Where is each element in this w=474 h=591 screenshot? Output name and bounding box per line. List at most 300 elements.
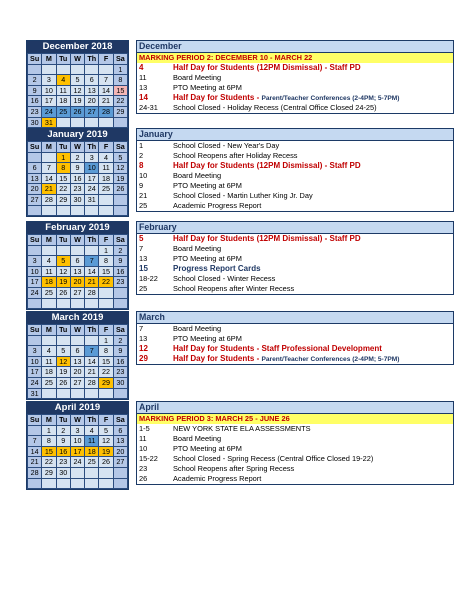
- day-cell: [113, 117, 127, 128]
- event-description: PTO Meeting at 6PM: [173, 181, 242, 190]
- weekday-label: Su: [28, 325, 42, 336]
- day-cell: [28, 245, 42, 256]
- day-cell: 6: [85, 75, 99, 86]
- weekday-header-row: [28, 325, 128, 336]
- event-row: [137, 254, 453, 264]
- day-cell: 13: [113, 436, 127, 447]
- event-description: Academic Progress Report: [173, 474, 262, 483]
- event-description: Half Day for Students (12PM Dismissal) - Staff PD: [173, 234, 361, 243]
- day-cell: 9: [28, 85, 42, 96]
- day-cell: [85, 117, 99, 128]
- week-row: [28, 436, 128, 447]
- day-cell: 22: [99, 367, 113, 378]
- week-row: [28, 467, 128, 478]
- week-row: [28, 194, 128, 205]
- weekday-label: Th: [85, 142, 99, 153]
- day-cell: [56, 388, 70, 399]
- mini-calendar-title: March 2019: [27, 312, 128, 324]
- event-row: [137, 171, 453, 181]
- day-cell: 6: [70, 346, 84, 357]
- weekday-label: Th: [85, 325, 99, 336]
- week-row: [28, 457, 128, 468]
- weekday-label: Th: [85, 235, 99, 246]
- event-date: 1-5: [139, 424, 150, 433]
- event-text: [173, 151, 297, 161]
- event-description: Half Day for Students -: [173, 93, 262, 102]
- day-cell: [56, 245, 70, 256]
- day-cell: 8: [113, 75, 127, 86]
- event-row: [137, 53, 453, 63]
- event-text: [139, 53, 312, 63]
- event-date: 15-22: [139, 454, 158, 463]
- day-cell: 2: [113, 245, 127, 256]
- event-text: [173, 344, 382, 354]
- weekday-label: Tu: [56, 54, 70, 65]
- event-row: [137, 464, 453, 474]
- day-cell: [28, 205, 42, 216]
- events-month-heading: March: [137, 312, 453, 324]
- event-date: 24-31: [139, 103, 158, 112]
- event-date: 7: [139, 324, 144, 333]
- day-cell: 5: [99, 425, 113, 436]
- day-cell: 22: [56, 184, 70, 195]
- day-cell: [70, 64, 84, 75]
- week-row: [28, 298, 128, 309]
- day-cell: 17: [70, 446, 84, 457]
- event-text: [173, 244, 221, 254]
- day-cell: 25: [99, 184, 113, 195]
- day-cell: [113, 467, 127, 478]
- day-cell: 29: [99, 377, 113, 388]
- event-row: [137, 234, 453, 244]
- day-cell: 11: [42, 266, 56, 277]
- event-description: MARKING PERIOD 3: MARCH 25 - JUNE 26: [139, 414, 290, 423]
- day-cell: [28, 298, 42, 309]
- weekday-label: Su: [28, 415, 42, 426]
- day-cell: 12: [99, 436, 113, 447]
- event-description: Progress Report Cards: [173, 264, 261, 273]
- weekday-header-row: [28, 415, 128, 426]
- weekday-label: M: [42, 325, 56, 336]
- day-cell: 9: [70, 163, 84, 174]
- day-cell: [99, 64, 113, 75]
- day-cell: 21: [85, 367, 99, 378]
- week-row: [28, 85, 128, 96]
- day-cell: 11: [42, 356, 56, 367]
- mini-calendar: [26, 311, 129, 400]
- day-cell: 27: [28, 194, 42, 205]
- event-text: [173, 424, 311, 434]
- day-cell: [113, 388, 127, 399]
- day-cell: 6: [113, 425, 127, 436]
- day-cell: 27: [113, 457, 127, 468]
- event-date: 26: [139, 474, 148, 483]
- weekday-label: Sa: [113, 415, 127, 426]
- day-cell: [99, 388, 113, 399]
- day-cell: 2: [113, 335, 127, 346]
- event-date: 11: [139, 73, 147, 82]
- event-date: 23: [139, 464, 148, 473]
- event-description: Board Meeting: [173, 171, 222, 180]
- week-row: [28, 184, 128, 195]
- week-row: [28, 287, 128, 298]
- event-description: School Closed - Winter Recess: [173, 274, 276, 283]
- event-row: [137, 414, 453, 424]
- event-row: [137, 434, 453, 444]
- day-cell: [56, 117, 70, 128]
- weekday-label: F: [99, 235, 113, 246]
- event-description: Board Meeting: [173, 244, 222, 253]
- day-cell: 19: [113, 173, 127, 184]
- day-cell: 28: [42, 194, 56, 205]
- day-cell: [70, 335, 84, 346]
- day-cell: 23: [28, 106, 42, 117]
- week-row: [28, 388, 128, 399]
- day-cell: 20: [28, 184, 42, 195]
- event-date: 10: [139, 171, 148, 180]
- mini-calendar: [26, 221, 129, 310]
- calendar-grid: [27, 141, 128, 216]
- day-cell: [42, 335, 56, 346]
- event-row: [137, 201, 453, 211]
- event-row: [137, 103, 453, 113]
- day-cell: 3: [42, 75, 56, 86]
- day-cell: [42, 205, 56, 216]
- day-cell: 9: [113, 346, 127, 357]
- day-cell: [85, 245, 99, 256]
- day-cell: 8: [56, 163, 70, 174]
- mini-calendar-title: December 2018: [27, 41, 128, 53]
- event-date: 2: [139, 151, 144, 160]
- day-cell: 10: [28, 356, 42, 367]
- event-text: [173, 284, 294, 294]
- day-cell: 11: [99, 163, 113, 174]
- day-cell: 20: [113, 446, 127, 457]
- day-cell: [113, 205, 127, 216]
- day-cell: 4: [85, 425, 99, 436]
- mini-calendar: [26, 401, 129, 490]
- event-date: 11: [139, 434, 147, 443]
- event-row: [137, 284, 453, 294]
- event-row: [137, 424, 453, 434]
- week-row: [28, 266, 128, 277]
- day-cell: 20: [70, 367, 84, 378]
- events-month-heading: December: [137, 41, 453, 53]
- weekday-header-row: [28, 142, 128, 153]
- week-row: [28, 117, 128, 128]
- event-row: [137, 83, 453, 93]
- week-row: [28, 425, 128, 436]
- event-text: [173, 191, 313, 201]
- day-cell: 28: [85, 287, 99, 298]
- event-description: Half Day for Students (12PM Dismissal) - Staff PD: [173, 161, 361, 170]
- event-row: [137, 141, 453, 151]
- day-cell: 12: [56, 266, 70, 277]
- day-cell: [70, 117, 84, 128]
- day-cell: 9: [56, 436, 70, 447]
- day-cell: 14: [42, 173, 56, 184]
- mini-calendar-title: February 2019: [27, 222, 128, 234]
- day-cell: [85, 64, 99, 75]
- event-date: 25: [139, 284, 148, 293]
- event-text: [173, 234, 361, 244]
- event-text: [173, 464, 294, 474]
- mini-calendar-title: January 2019: [27, 129, 128, 141]
- event-date: 1: [139, 141, 144, 150]
- day-cell: 17: [28, 277, 42, 288]
- day-cell: [42, 388, 56, 399]
- event-date: 13: [139, 254, 148, 263]
- event-date: 7: [139, 244, 144, 253]
- day-cell: 19: [70, 96, 84, 107]
- day-cell: 15: [113, 85, 127, 96]
- day-cell: [42, 298, 56, 309]
- day-cell: [99, 205, 113, 216]
- day-cell: [85, 335, 99, 346]
- day-cell: 28: [99, 106, 113, 117]
- day-cell: 30: [113, 377, 127, 388]
- event-row: [137, 264, 453, 274]
- day-cell: 2: [28, 75, 42, 86]
- event-description: Board Meeting: [173, 73, 222, 82]
- day-cell: [85, 205, 99, 216]
- event-description: School Closed - Holiday Recess (Central Office Closed 24-25): [173, 103, 377, 112]
- week-row: [28, 173, 128, 184]
- event-row: [137, 334, 453, 344]
- event-text: [173, 171, 221, 181]
- event-row: [137, 274, 453, 284]
- day-cell: [42, 245, 56, 256]
- event-row: [137, 181, 453, 191]
- weekday-label: Su: [28, 142, 42, 153]
- weekday-label: W: [70, 142, 84, 153]
- day-cell: 4: [99, 152, 113, 163]
- event-row: [137, 161, 453, 171]
- day-cell: 24: [42, 106, 56, 117]
- event-text: [173, 324, 221, 334]
- day-cell: [56, 335, 70, 346]
- event-text: [173, 274, 275, 284]
- calendar-grid: [27, 324, 128, 399]
- day-cell: 31: [42, 117, 56, 128]
- day-cell: 1: [42, 425, 56, 436]
- event-date: 21: [139, 191, 148, 200]
- day-cell: 22: [42, 457, 56, 468]
- day-cell: 16: [113, 266, 127, 277]
- event-row: [137, 93, 453, 103]
- weekday-label: Sa: [113, 54, 127, 65]
- day-cell: [42, 478, 56, 489]
- event-text: [173, 444, 242, 454]
- event-row: [137, 324, 453, 334]
- weekday-header-row: [28, 54, 128, 65]
- day-cell: 3: [28, 256, 42, 267]
- day-cell: 30: [56, 467, 70, 478]
- event-date: 10: [139, 444, 148, 453]
- event-text: [173, 83, 242, 93]
- day-cell: 15: [99, 266, 113, 277]
- day-cell: [113, 478, 127, 489]
- weekday-label: M: [42, 235, 56, 246]
- event-text: [173, 454, 373, 464]
- week-row: [28, 75, 128, 86]
- day-cell: [42, 152, 56, 163]
- event-text: [139, 414, 290, 424]
- day-cell: 10: [42, 85, 56, 96]
- event-text: [173, 354, 399, 365]
- day-cell: 20: [70, 277, 84, 288]
- day-cell: 5: [70, 75, 84, 86]
- day-cell: 1: [99, 335, 113, 346]
- day-cell: 14: [99, 85, 113, 96]
- day-cell: 5: [56, 346, 70, 357]
- weekday-label: Tu: [56, 415, 70, 426]
- day-cell: [56, 298, 70, 309]
- day-cell: [85, 478, 99, 489]
- event-description: School Reopens after Winter Recess: [173, 284, 295, 293]
- day-cell: 19: [56, 367, 70, 378]
- week-row: [28, 377, 128, 388]
- day-cell: 14: [85, 266, 99, 277]
- events-panel: [136, 128, 454, 212]
- week-row: [28, 256, 128, 267]
- day-cell: 15: [99, 356, 113, 367]
- event-date: 13: [139, 334, 148, 343]
- event-description: Academic Progress Report: [173, 201, 262, 210]
- day-cell: 10: [28, 266, 42, 277]
- day-cell: 14: [28, 446, 42, 457]
- day-cell: 7: [99, 75, 113, 86]
- event-text: [173, 161, 361, 171]
- event-date: 14: [139, 93, 148, 102]
- week-row: [28, 64, 128, 75]
- event-row: [137, 151, 453, 161]
- weekday-label: Su: [28, 54, 42, 65]
- event-row: [137, 244, 453, 254]
- day-cell: 16: [70, 173, 84, 184]
- day-cell: [70, 205, 84, 216]
- event-text: [173, 264, 261, 274]
- event-text: [173, 434, 221, 444]
- calendar-grid: [27, 234, 128, 309]
- weekday-label: Sa: [113, 325, 127, 336]
- week-row: [28, 346, 128, 357]
- event-date: 8: [139, 161, 144, 170]
- day-cell: [99, 117, 113, 128]
- day-cell: 8: [42, 436, 56, 447]
- day-cell: 27: [70, 377, 84, 388]
- event-date: 9: [139, 181, 144, 190]
- day-cell: 21: [99, 96, 113, 107]
- event-description: NEW YORK STATE ELA ASSESSMENTS: [173, 424, 311, 433]
- events-panel: [136, 221, 454, 295]
- weekday-label: F: [99, 325, 113, 336]
- day-cell: 27: [85, 106, 99, 117]
- weekday-label: Su: [28, 235, 42, 246]
- weekday-label: F: [99, 415, 113, 426]
- weekday-label: Tu: [56, 235, 70, 246]
- week-row: [28, 446, 128, 457]
- day-cell: 23: [113, 367, 127, 378]
- day-cell: 23: [113, 277, 127, 288]
- event-detail: Parent/Teacher Conferences (2-4PM; 5-7PM): [261, 95, 400, 102]
- day-cell: [85, 467, 99, 478]
- day-cell: 7: [85, 346, 99, 357]
- calendar-grid: [27, 414, 128, 489]
- day-cell: 24: [85, 184, 99, 195]
- event-description: School Closed - Spring Recess (Central Office Closed 19-22): [173, 454, 374, 463]
- week-row: [28, 245, 128, 256]
- event-row: [137, 63, 453, 73]
- week-row: [28, 106, 128, 117]
- day-cell: [70, 388, 84, 399]
- day-cell: 13: [28, 173, 42, 184]
- day-cell: [56, 64, 70, 75]
- event-date: 29: [139, 354, 148, 363]
- day-cell: 10: [70, 436, 84, 447]
- event-description: Board Meeting: [173, 434, 222, 443]
- weekday-label: W: [70, 235, 84, 246]
- event-date: 4: [139, 63, 144, 72]
- day-cell: 6: [70, 256, 84, 267]
- event-text: [173, 334, 242, 344]
- day-cell: 7: [85, 256, 99, 267]
- day-cell: [28, 478, 42, 489]
- day-cell: 3: [85, 152, 99, 163]
- day-cell: [99, 478, 113, 489]
- events-month-heading: April: [137, 402, 453, 414]
- event-text: [173, 201, 261, 211]
- mini-calendar: [26, 128, 129, 217]
- day-cell: 16: [56, 446, 70, 457]
- day-cell: [28, 152, 42, 163]
- event-date: 15: [139, 264, 148, 273]
- event-description: PTO Meeting at 6PM: [173, 334, 242, 343]
- day-cell: 29: [42, 467, 56, 478]
- day-cell: 17: [85, 173, 99, 184]
- day-cell: 18: [56, 96, 70, 107]
- day-cell: 7: [42, 163, 56, 174]
- event-date: 25: [139, 201, 148, 210]
- day-cell: 16: [28, 96, 42, 107]
- day-cell: 18: [85, 446, 99, 457]
- day-cell: 21: [28, 457, 42, 468]
- event-row: [137, 354, 453, 364]
- day-cell: 11: [56, 85, 70, 96]
- day-cell: 24: [28, 287, 42, 298]
- weekday-label: Sa: [113, 142, 127, 153]
- day-cell: 29: [56, 194, 70, 205]
- event-description: School Closed - Martin Luther King Jr. Day: [173, 191, 313, 200]
- day-cell: 31: [85, 194, 99, 205]
- day-cell: 15: [42, 446, 56, 457]
- event-text: [173, 254, 242, 264]
- day-cell: [70, 467, 84, 478]
- day-cell: 1: [99, 245, 113, 256]
- day-cell: 19: [99, 446, 113, 457]
- week-row: [28, 96, 128, 107]
- event-description: PTO Meeting at 6PM: [173, 444, 242, 453]
- day-cell: 9: [113, 256, 127, 267]
- day-cell: 8: [99, 256, 113, 267]
- event-description: Half Day for Students -: [173, 354, 262, 363]
- event-date: 18-22: [139, 274, 158, 283]
- day-cell: 7: [28, 436, 42, 447]
- event-row: [137, 191, 453, 201]
- event-date: 5: [139, 234, 144, 243]
- event-description: MARKING PERIOD 2: DECEMBER 10 - MARCH 22: [139, 53, 313, 62]
- day-cell: 28: [28, 467, 42, 478]
